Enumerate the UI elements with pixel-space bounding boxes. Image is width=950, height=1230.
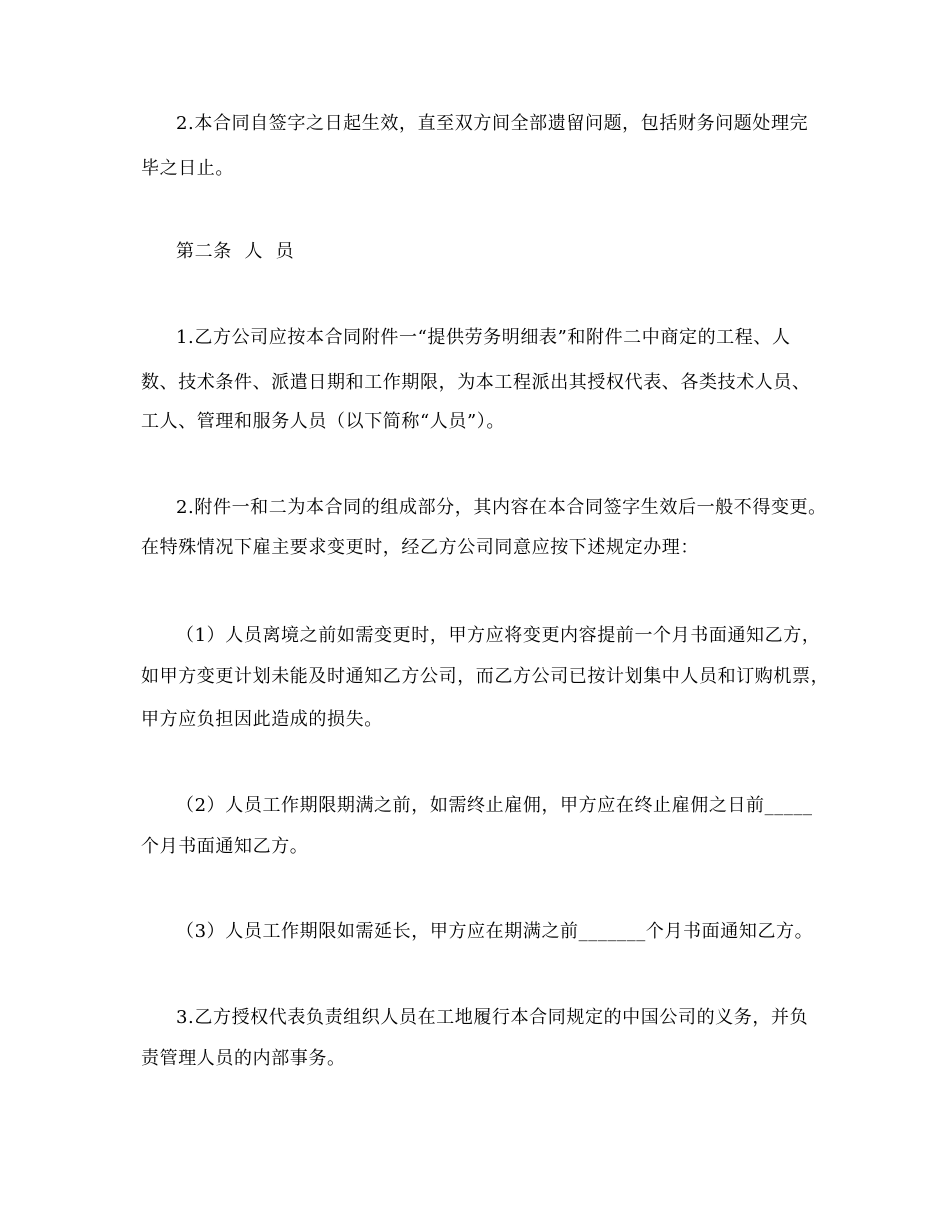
clause-1-line-3: 甲方应负担因此造成的损失。 <box>141 709 383 730</box>
clause-3-line-1: （3）人员工作期限如需延长，甲方应在期满之前_______个月书面通知乙方。 <box>176 921 814 942</box>
para-personnel-3-line-1: 3.乙方授权代表负责组织人员在工地履行本合同规定的中国公司的义务，并负 <box>176 1007 809 1028</box>
para-personnel-2-line-2: 在特殊情况下雇主要求变更时，经乙方公司同意应按下述规定办理： <box>141 537 699 558</box>
para-personnel-1-line-3: 工人、管理和服务人员（以下简称“人员”）。 <box>141 411 506 432</box>
para-personnel-1-line-2: 数、技术条件、派遣日期和工作期限，为本工程派出其授权代表、各类技术人员、 <box>141 372 811 393</box>
clause-1-line-2: 如甲方变更计划未能及时通知乙方公司，而乙方公司已按计划集中人员和订购机票， <box>141 666 830 687</box>
para-effective-line-2: 毕之日止。 <box>141 158 234 179</box>
para-effective-line-1: 2.本合同自签字之日起生效，直至双方间全部遗留问题，包括财务问题处理完 <box>176 113 809 134</box>
clause-1-line-1: （1）人员离境之前如需变更时，甲方应将变更内容提前一个月书面通知乙方， <box>176 625 821 646</box>
para-personnel-1-line-1: 1.乙方公司应按本合同附件一“提供劳务明细表”和附件二中商定的工程、人 <box>176 327 791 348</box>
article-heading: 第二条 人 员 <box>176 241 295 262</box>
clause-2-line-1: （2）人员工作期限期满之前，如需终止雇佣，甲方应在终止雇佣之日前_____ <box>176 795 813 816</box>
clause-2-line-2: 个月书面通知乙方。 <box>141 836 309 857</box>
para-personnel-3-line-2: 责管理人员的内部事务。 <box>141 1048 346 1069</box>
para-personnel-2-line-1: 2.附件一和二为本合同的组成部分，其内容在本合同签字生效后一般不得变更。 <box>176 497 827 518</box>
